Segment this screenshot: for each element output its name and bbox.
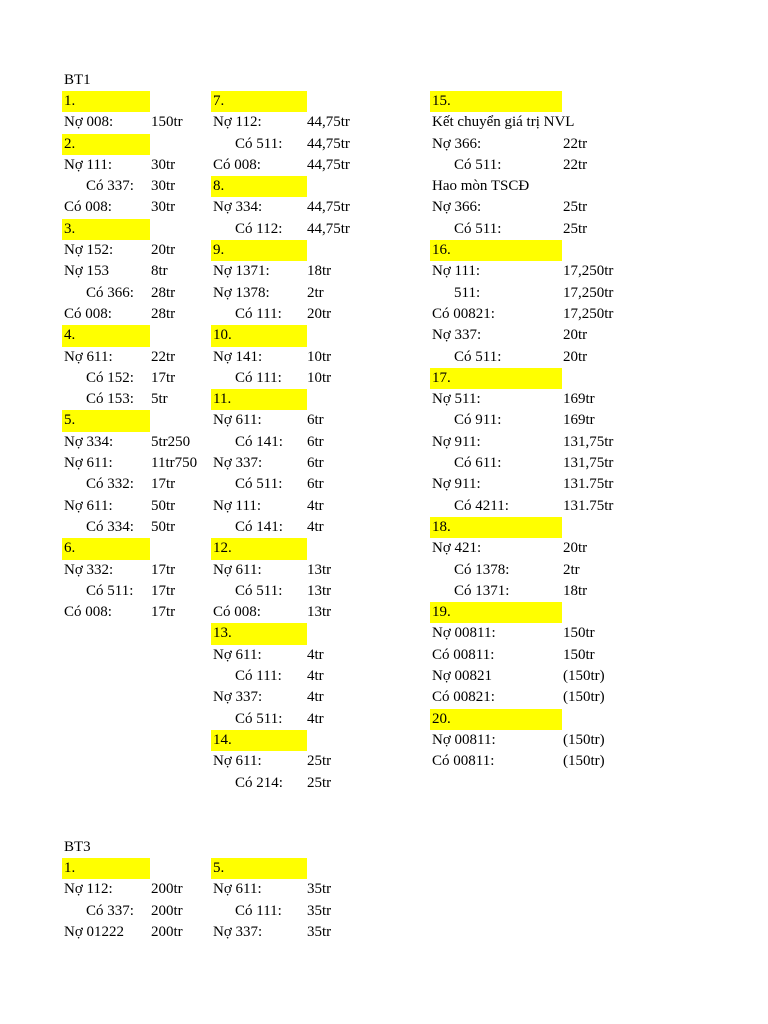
amount-value: 4tr — [307, 518, 324, 535]
highlight-band — [430, 240, 562, 261]
amount-value: 10tr — [307, 369, 332, 386]
entry-number: 10. — [213, 327, 232, 344]
account-label: Nợ 141: — [213, 348, 263, 365]
highlight-band — [211, 623, 307, 644]
account-label: Có 511: — [235, 710, 283, 727]
amount-value: 20tr — [151, 242, 176, 259]
account-label: Có 1378: — [454, 561, 510, 578]
account-label: Nợ 112: — [64, 881, 113, 898]
account-label: Có 111: — [235, 305, 282, 322]
account-label: Có 008: — [64, 604, 112, 621]
entry-number: 8. — [213, 178, 225, 195]
bt3-title: BT3 — [64, 839, 91, 855]
highlight-band — [211, 730, 307, 751]
account-label: Có 00821: — [432, 305, 495, 322]
highlight-band — [211, 389, 307, 410]
account-label: Có 111: — [235, 369, 282, 386]
account-label: Nợ 511: — [432, 391, 481, 408]
account-label: Nợ 00811: — [432, 731, 496, 748]
account-label: Nợ 337: — [213, 455, 263, 472]
amount-value: 35tr — [307, 881, 332, 898]
amount-value: 131,75tr — [563, 455, 614, 472]
account-label: Có 111: — [235, 902, 282, 919]
account-label: Nợ 111: — [64, 156, 113, 173]
amount-value: 44,75tr — [307, 135, 350, 152]
amount-value: 50tr — [151, 518, 176, 535]
highlight-band — [430, 91, 562, 112]
amount-value: 17,250tr — [563, 305, 614, 322]
account-label: Có 00821: — [432, 689, 495, 706]
account-label: Có 511: — [235, 135, 283, 152]
amount-value: 6tr — [307, 433, 324, 450]
amount-value: 131.75tr — [563, 476, 614, 493]
account-label: Có 611: — [454, 455, 502, 472]
account-label: Nợ 337: — [432, 327, 482, 344]
amount-value: 131.75tr — [563, 497, 614, 514]
amount-value: 4tr — [307, 497, 324, 514]
amount-value: 20tr — [307, 305, 332, 322]
account-label: Có 511: — [454, 156, 502, 173]
amount-value: 200tr — [151, 881, 183, 898]
entry-number: 6. — [64, 540, 76, 557]
amount-value: 13tr — [307, 604, 332, 621]
entry-number: 18. — [432, 518, 451, 535]
account-label: Có 111: — [235, 668, 282, 685]
account-label: Nợ 611: — [213, 881, 262, 898]
amount-value: 13tr — [307, 561, 332, 578]
entry-number: 3. — [64, 220, 76, 237]
highlight-band — [430, 709, 562, 730]
amount-value: 11tr750 — [151, 455, 198, 472]
amount-value: 20tr — [563, 327, 588, 344]
amount-value: 2tr — [307, 284, 324, 301]
account-label: Có 00811: — [432, 646, 495, 663]
account-label: Nợ 334: — [213, 199, 263, 216]
account-label: Nợ 911: — [432, 433, 481, 450]
account-label: Nợ 611: — [213, 561, 262, 578]
entry-number: 11. — [213, 391, 232, 408]
account-label: Có 008: — [64, 305, 112, 322]
entry-number: 17. — [432, 369, 451, 386]
amount-value: (150tr) — [563, 753, 605, 770]
entry-number: 7. — [213, 93, 225, 109]
amount-value: 17,250tr — [563, 284, 614, 301]
amount-value: 5tr250 — [151, 433, 191, 450]
entry-number: 19. — [432, 604, 451, 621]
account-label: Nợ 611: — [213, 753, 262, 770]
amount-value: 18tr — [307, 263, 332, 280]
account-label: Nợ 421: — [432, 540, 482, 557]
amount-value: 44,75tr — [307, 220, 350, 237]
account-label: Có 511: — [235, 582, 283, 599]
highlight-band — [62, 858, 150, 879]
highlight-band — [62, 325, 150, 346]
account-label: Có 008: — [213, 604, 261, 621]
amount-value: 22tr — [563, 135, 588, 152]
account-label: Có 141: — [235, 433, 283, 450]
account-label: Có 511: — [454, 348, 502, 365]
account-label: Nợ 337: — [213, 689, 263, 706]
account-label: Nợ 112: — [213, 114, 262, 131]
amount-value: 4tr — [307, 646, 324, 663]
account-label: Kết chuyển giá trị NVL — [432, 114, 575, 131]
entry-number: 15. — [432, 93, 451, 109]
amount-value: 17,250tr — [563, 263, 614, 280]
account-label: Có 008: — [64, 199, 112, 216]
amount-value: 169tr — [563, 412, 595, 429]
amount-value: 17tr — [151, 582, 176, 599]
amount-value: 6tr — [307, 476, 324, 493]
highlight-band — [430, 602, 562, 623]
amount-value: 10tr — [307, 348, 332, 365]
highlight-band — [430, 368, 562, 389]
account-label: Có 008: — [213, 156, 261, 173]
account-label: Có 511: — [235, 476, 283, 493]
highlight-band — [62, 91, 150, 112]
account-label: Có 4211: — [454, 497, 509, 514]
account-label: Có 112: — [235, 220, 283, 237]
account-label: Có 141: — [235, 518, 283, 535]
amount-value: 6tr — [307, 455, 324, 472]
amount-value: 30tr — [151, 156, 176, 173]
account-label: Nợ 611: — [213, 412, 262, 429]
account-label: Nợ 611: — [213, 646, 262, 663]
entry-number: 1. — [64, 93, 76, 109]
highlight-band — [211, 325, 307, 346]
account-label: Có 511: — [454, 220, 502, 237]
amount-value: 22tr — [151, 348, 176, 365]
account-label: Nợ 111: — [432, 263, 481, 280]
account-label: 511: — [454, 284, 481, 301]
account-label: Nợ 611: — [64, 455, 113, 472]
amount-value: 200tr — [151, 902, 183, 919]
highlight-band — [211, 240, 307, 261]
account-label: Có 1371: — [454, 582, 510, 599]
amount-value: 5tr — [151, 391, 168, 408]
highlight-band — [430, 517, 562, 538]
amount-value: 22tr — [563, 156, 588, 173]
amount-value: 44,75tr — [307, 114, 350, 131]
entry-number: 14. — [213, 731, 232, 748]
highlight-band — [62, 134, 150, 155]
highlight-band — [62, 538, 150, 559]
highlight-band — [62, 410, 150, 431]
amount-value: 150tr — [563, 646, 595, 663]
amount-value: (150tr) — [563, 689, 605, 706]
entry-number: 5. — [213, 860, 225, 876]
amount-value: 17tr — [151, 561, 176, 578]
account-label: Nợ 111: — [213, 497, 262, 514]
account-label: Nợ 366: — [432, 135, 482, 152]
amount-value: 25tr — [563, 199, 588, 216]
entry-number: 4. — [64, 327, 76, 344]
account-label: Nợ 152: — [64, 242, 114, 259]
amount-value: 17tr — [151, 476, 176, 493]
entry-number: 20. — [432, 710, 451, 727]
account-label: Nợ 00821 — [432, 668, 493, 685]
amount-value: 17tr — [151, 604, 176, 621]
entry-number: 1. — [64, 860, 76, 876]
amount-value: 4tr — [307, 668, 324, 685]
amount-value: 17tr — [151, 369, 176, 386]
amount-value: 150tr — [151, 114, 183, 131]
account-label: Có 511: — [86, 582, 134, 599]
account-label: Nợ 337: — [213, 923, 263, 940]
account-label: Có 334: — [86, 518, 134, 535]
account-label: Nợ 366: — [432, 199, 482, 216]
highlight-band — [211, 176, 307, 197]
amount-value: 25tr — [307, 753, 332, 770]
entry-number: 2. — [64, 135, 76, 152]
account-label: Nợ 611: — [64, 497, 113, 514]
entry-number: 9. — [213, 242, 225, 259]
account-label: Nợ 332: — [64, 561, 114, 578]
amount-value: 8tr — [151, 263, 168, 280]
amount-value: (150tr) — [563, 668, 605, 685]
bt1-title: BT1 — [64, 72, 91, 88]
account-label: Nợ 911: — [432, 476, 481, 493]
account-label: Nợ 01222 — [64, 923, 125, 940]
amount-value: 35tr — [307, 923, 332, 940]
amount-value: 13tr — [307, 582, 332, 599]
amount-value: (150tr) — [563, 731, 605, 748]
highlight-band — [211, 858, 307, 879]
amount-value: 6tr — [307, 412, 324, 429]
account-label: Hao mòn TSCĐ — [432, 178, 530, 195]
account-label: Có 153: — [86, 391, 134, 408]
amount-value: 131,75tr — [563, 433, 614, 450]
amount-value: 150tr — [563, 625, 595, 642]
account-label: Có 911: — [454, 412, 502, 429]
account-label: Nợ 00811: — [432, 625, 496, 642]
account-label: Có 337: — [86, 902, 134, 919]
amount-value: 44,75tr — [307, 199, 350, 216]
entry-number: 5. — [64, 412, 76, 429]
account-label: Nợ 008: — [64, 114, 114, 131]
amount-value: 20tr — [563, 540, 588, 557]
account-label: Nợ 334: — [64, 433, 114, 450]
amount-value: 50tr — [151, 497, 176, 514]
highlight-band — [211, 538, 307, 559]
amount-value: 30tr — [151, 178, 176, 195]
account-label: Có 332: — [86, 476, 134, 493]
amount-value: 2tr — [563, 561, 580, 578]
amount-value: 25tr — [307, 774, 332, 791]
entry-number: 13. — [213, 625, 232, 642]
entry-number: 12. — [213, 540, 232, 557]
amount-value: 28tr — [151, 284, 176, 301]
account-label: Nợ 611: — [64, 348, 113, 365]
amount-value: 4tr — [307, 689, 324, 706]
amount-value: 169tr — [563, 391, 595, 408]
amount-value: 4tr — [307, 710, 324, 727]
highlight-band — [62, 219, 150, 240]
account-label: Có 366: — [86, 284, 134, 301]
amount-value: 18tr — [563, 582, 588, 599]
amount-value: 30tr — [151, 199, 176, 216]
account-label: Nợ 1371: — [213, 263, 270, 280]
amount-value: 200tr — [151, 923, 183, 940]
highlight-band — [211, 91, 307, 112]
account-label: Có 152: — [86, 369, 134, 386]
amount-value: 28tr — [151, 305, 176, 322]
amount-value: 25tr — [563, 220, 588, 237]
account-label: Có 00811: — [432, 753, 495, 770]
account-label: Có 214: — [235, 774, 283, 791]
account-label: Nợ 153 — [64, 263, 110, 280]
amount-value: 20tr — [563, 348, 588, 365]
entry-number: 16. — [432, 242, 451, 259]
amount-value: 44,75tr — [307, 156, 350, 173]
account-label: Nợ 1378: — [213, 284, 270, 301]
account-label: Có 337: — [86, 178, 134, 195]
amount-value: 35tr — [307, 902, 332, 919]
